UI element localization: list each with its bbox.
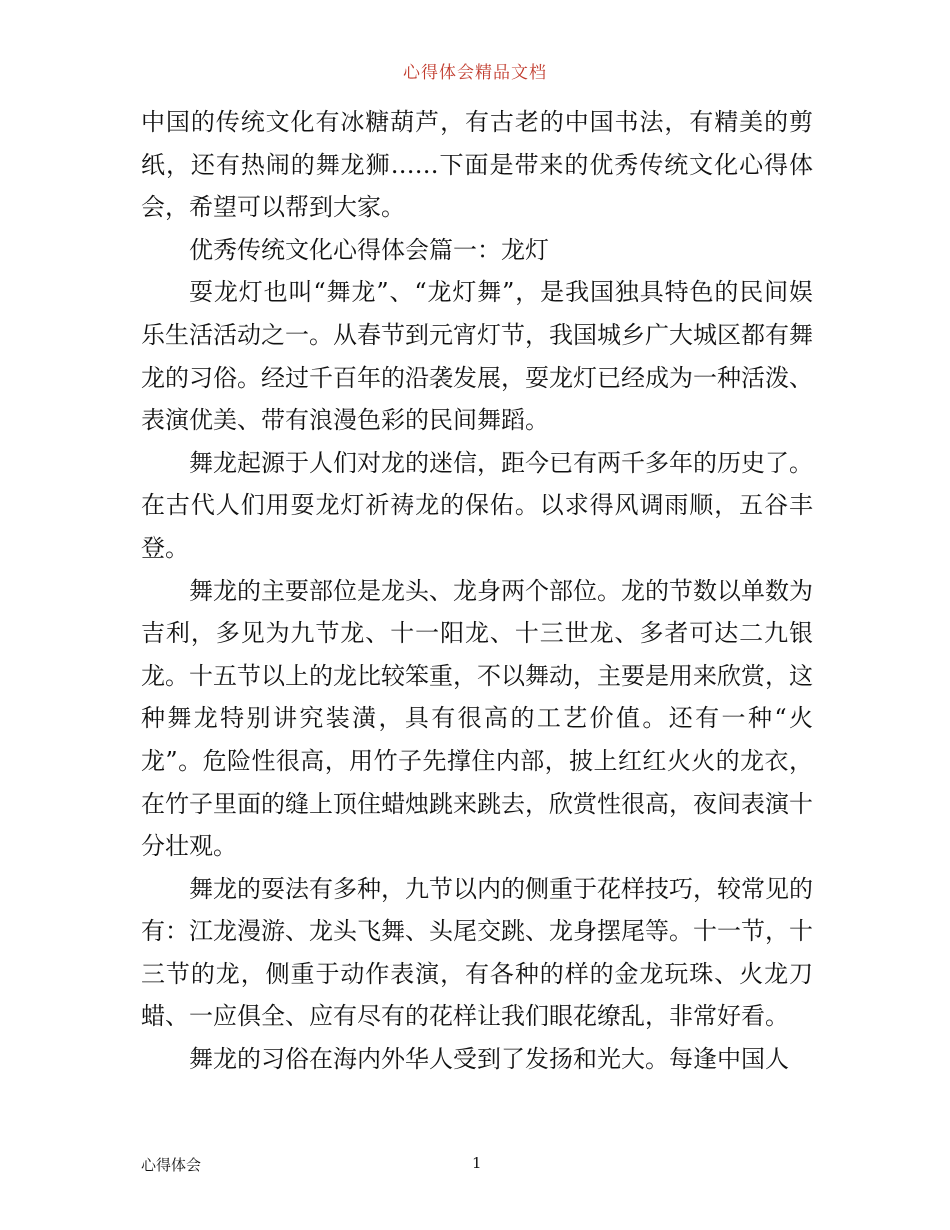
body-paragraph: 耍龙灯也叫“舞龙”、“龙灯舞”，是我国独具特色的民间娱乐生活活动之一。从春节到元宵灯节，我国城乡广大城区都有舞龙的习俗。经过千百年的沿袭发展，耍龙灯已经成为一种活泼、表演优美、带有浪漫色彩的民间舞蹈。 bbox=[141, 278, 813, 435]
page-header-title: 心得体会精品文档 bbox=[403, 63, 547, 83]
body-paragraph: 舞龙的主要部位是龙头、龙身两个部位。龙的节数以单数为吉利，多见为九节龙、十一阳龙、十三世龙、多者可达二九银龙。十五节以上的龙比较笨重，不以舞动，主要是用来欣赏，这种舞龙特别讲究装潢，具有很高的工艺价值。还有一种“火龙”。危险性很高，用竹子先撑住内部，披上红红火火的龙衣，在竹子里面的缝上顶住蜡烛跳来跳去，欣赏性很高，夜间表演十分壮观。 bbox=[141, 576, 813, 861]
document-body bbox=[141, 101, 813, 1081]
page-number: 1 bbox=[472, 1154, 482, 1172]
body-paragraph: 舞龙的耍法有多种，九节以内的侧重于花样技巧，较常见的有：江龙漫游、龙头飞舞、头尾交跳、龙身摆尾等。十一节，十三节的龙，侧重于动作表演，有各种的样的金龙玩珠、火龙刀蜡、一应俱全、应有尽有的花样让我们眼花缭乱，非常好看。 bbox=[141, 874, 813, 1031]
body-paragraph: 舞龙起源于人们对龙的迷信，距今已有两千多年的历史了。在古代人们用耍龙灯祈祷龙的保佑。以求得风调雨顺，五谷丰登。 bbox=[141, 448, 813, 562]
footer-label: 心得体会 bbox=[141, 1156, 202, 1174]
intro-paragraph: 中国的传统文化有冰糖葫芦，有古老的中国书法，有精美的剪纸，还有热闹的舞龙狮……下面是带来的优秀传统文化心得体会，希望可以帮到大家。 bbox=[141, 108, 813, 222]
section-heading: 优秀传统文化心得体会篇一：龙灯 bbox=[189, 235, 549, 264]
page-footer bbox=[141, 1154, 813, 1178]
body-paragraph: 舞龙的习俗在海内外华人受到了发扬和光大。每逢中国人 bbox=[189, 1045, 789, 1074]
